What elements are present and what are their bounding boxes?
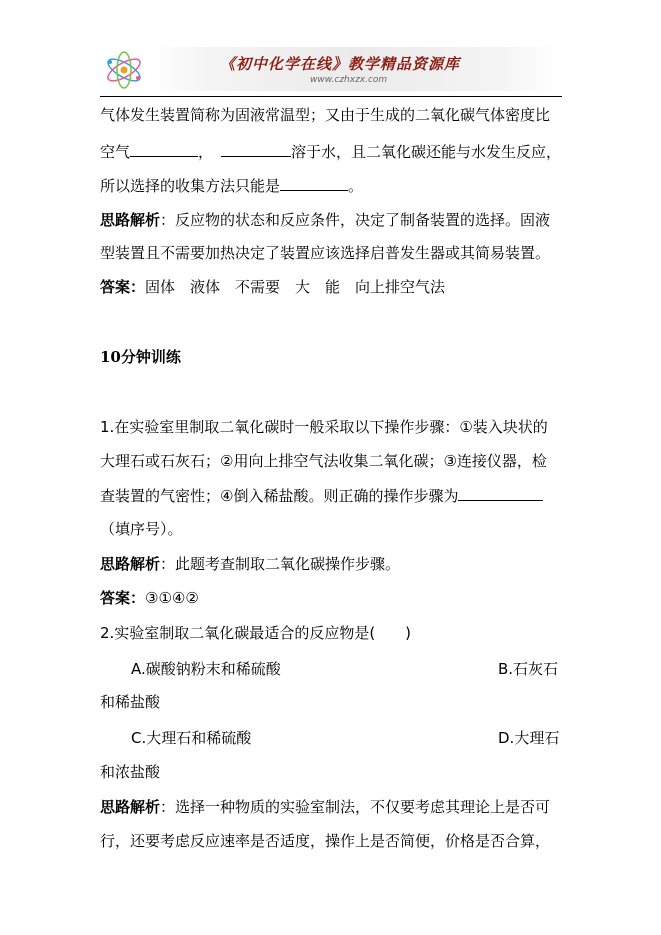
answer-2-text: ③①④② bbox=[145, 589, 199, 607]
colon: ： bbox=[160, 211, 176, 229]
page-header bbox=[100, 44, 562, 97]
answer-1-text: 固体 液体 不需要 大 能 向上排空气法 bbox=[145, 278, 446, 296]
analysis-1-line-2 bbox=[100, 243, 550, 263]
intro-text-2b: 溶于水，且二氧化碳还能与水发生反应， bbox=[291, 143, 562, 161]
analysis-3-line-1 bbox=[100, 797, 550, 817]
answer-1 bbox=[100, 277, 445, 297]
intro-text-1: 气体发生装置简称为固液常温型；又由于生成的二氧化碳气体密度比 bbox=[100, 106, 551, 124]
analysis-3-text-1: 选择一种物质的实验室制法，不仅要考虑其理论上是否可 bbox=[175, 798, 551, 816]
analysis-1-text-1: 反应物的状态和反应条件，决定了制备装置的选择。固液 bbox=[175, 211, 551, 229]
intro-sep: ， bbox=[198, 143, 214, 161]
intro-text-3: 所以选择的收集方法只能是 bbox=[100, 177, 281, 195]
section-title: 10分钟训练 bbox=[100, 348, 181, 366]
q2-option-b-cont: 和稀盐酸 bbox=[100, 693, 161, 711]
answer-label: 答案： bbox=[100, 278, 146, 296]
analysis-3-line-2 bbox=[100, 831, 550, 851]
q1-line-1 bbox=[100, 417, 548, 437]
atom-logo-icon bbox=[102, 50, 146, 90]
q1-text-4: （填序号）。 bbox=[100, 520, 183, 538]
q2-option-a: A.碳酸钠粉末和稀硫酸 bbox=[131, 660, 281, 678]
header-url: www.czhxzx.com bbox=[310, 75, 388, 85]
answer-label: 答案： bbox=[100, 589, 146, 607]
colon: ： bbox=[160, 798, 176, 816]
colon: ： bbox=[160, 555, 176, 573]
q2-option-d-cont: 和浓盐酸 bbox=[100, 763, 161, 781]
answer-2 bbox=[100, 588, 199, 608]
intro-line-3 bbox=[100, 175, 363, 196]
q1-text-1: 1.在实验室里制取二氧化碳时一般采取以下操作步骤：①装入块状的 bbox=[100, 418, 548, 436]
blank-line bbox=[221, 141, 291, 157]
q1-line-4 bbox=[100, 519, 183, 539]
intro-end: 。 bbox=[348, 177, 364, 195]
analysis-label: 思路解析 bbox=[100, 211, 161, 229]
q1-line-3 bbox=[100, 485, 543, 506]
analysis-1-line-1 bbox=[100, 210, 550, 230]
blank-line bbox=[280, 175, 348, 191]
analysis-2 bbox=[100, 554, 400, 574]
analysis-1-text-2: 型装置且不需要加热决定了装置应该选择启普发生器或其简易装置。 bbox=[100, 244, 551, 262]
analysis-label: 思路解析 bbox=[100, 798, 161, 816]
q1-text-3: 查装置的气密性；④倒入稀盐酸。则正确的操作步骤为 bbox=[100, 487, 459, 505]
intro-line-2 bbox=[100, 141, 561, 162]
intro-text-2a: 空气 bbox=[100, 143, 131, 161]
blank-line bbox=[458, 485, 543, 501]
analysis-3-text-2: 行，还要考虑反应速率是否适度，操作上是否简便，价格是否合算， bbox=[100, 832, 551, 850]
intro-line-1 bbox=[100, 105, 550, 125]
q2-option-c: C.大理石和稀硫酸 bbox=[131, 729, 252, 747]
header-banner bbox=[150, 47, 560, 91]
analysis-label: 思路解析 bbox=[100, 555, 161, 573]
q1-line-2 bbox=[100, 451, 547, 471]
analysis-2-text: 此题考查制取二氧化碳操作步骤。 bbox=[175, 555, 401, 573]
blank-line bbox=[130, 141, 198, 157]
q2-stem: 2.实验室制取二氧化碳最适合的反应物是( ) bbox=[100, 624, 412, 642]
header-title: 《初中化学在线》教学精品资源库 bbox=[220, 55, 461, 73]
q2-option-b: B.石灰石 bbox=[498, 660, 559, 678]
q1-text-2: 大理石或石灰石；②用向上排空气法收集二氧化碳；③连接仪器，检 bbox=[100, 452, 547, 470]
q2-option-d: D.大理石 bbox=[498, 729, 560, 747]
